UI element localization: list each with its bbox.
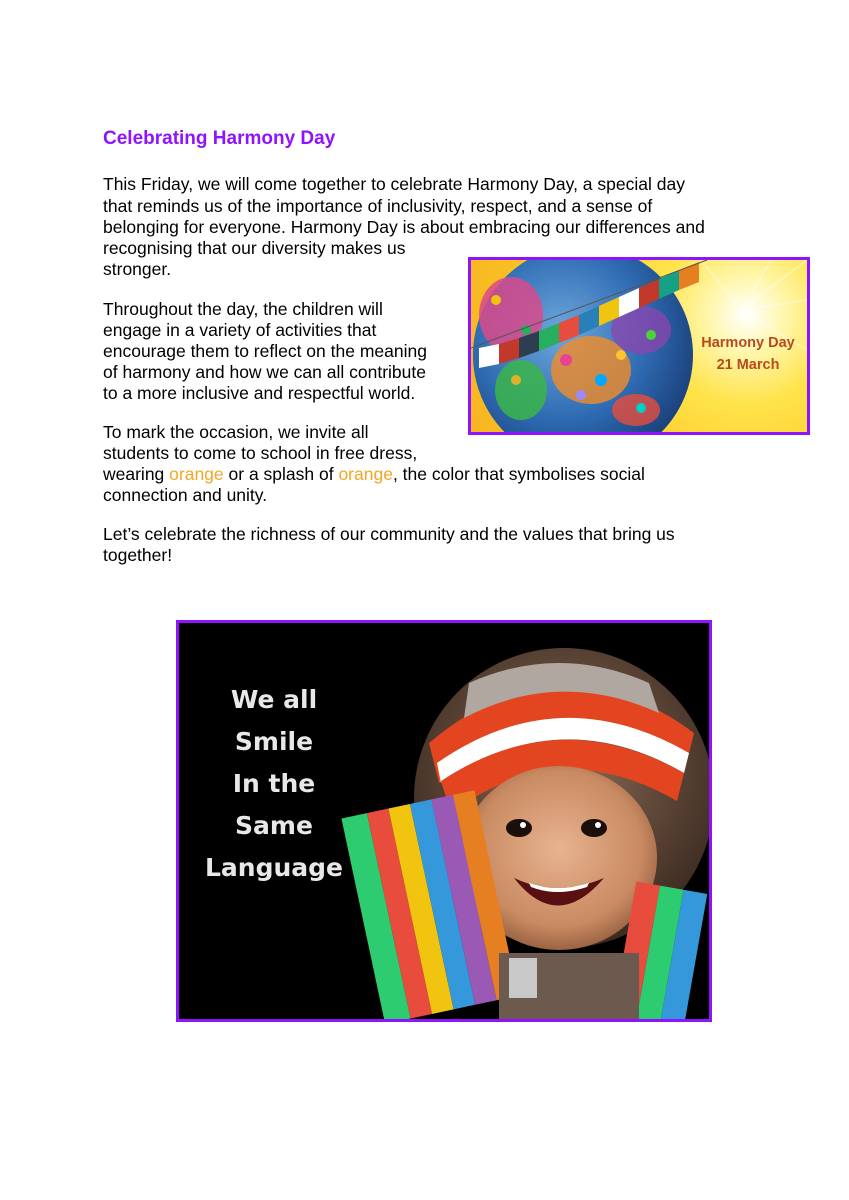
paragraph-1-line: recognising that our diversity makes us [103,238,406,258]
harmony-day-image [468,257,810,435]
harmony-caption [693,332,803,376]
smile-caption-line: Smile [234,727,314,756]
left-eye [506,819,532,837]
paragraph-3-line: students to come to school in free dress, [103,443,418,463]
page-title: Celebrating Harmony Day [103,128,336,149]
paragraph-1-line: This Friday, we will come together to celebrate Harmony Day, a special day [103,174,685,194]
paragraph-3-line [103,463,645,485]
orange-highlight: orange [169,464,224,484]
paragraph-3-line: connection and unity. [103,485,268,505]
paragraph-1-line: stronger. [103,259,172,279]
smile-caption-line: Same [235,811,313,840]
paragraph-2-line: encourage them to reflect on the meaning [103,341,427,361]
paragraph-2-line: Throughout the day, the children will [103,299,383,319]
paragraph-2-line: to a more inclusive and respectful world. [103,383,416,403]
harmony-caption-date: 21 March [716,357,780,373]
smile-caption [179,679,369,889]
toggle-icon [509,958,537,998]
paragraph-4-line: Let’s celebrate the richness of our community and the values that bring us [103,524,675,544]
orange-highlight: orange [338,464,393,484]
paragraph-1-line: belonging for everyone. Harmony Day is about embracing our differences and [103,217,705,237]
smile-caption-line: We all [230,685,318,714]
smile-caption-line: In the [232,769,316,798]
paragraph-3-text: or a splash of [223,464,339,484]
smile-caption-line: Language [204,853,343,882]
smile-image [176,620,712,1022]
paragraph-3-text: wearing [103,464,170,484]
harmony-caption-title: Harmony Day [701,335,795,351]
paragraph-2-line: engage in a variety of activities that [103,320,377,340]
right-eye [581,819,607,837]
paragraph-3-text: , the color that symbolises social [392,464,645,484]
paragraph-3-line: To mark the occasion, we invite all [103,422,369,442]
paragraph-4-line: together! [103,545,173,565]
paragraph-2-line: of harmony and how we can all contribute [103,362,426,382]
paragraph-1-line: that reminds us of the importance of inclusivity, respect, and a sense of [103,196,653,216]
